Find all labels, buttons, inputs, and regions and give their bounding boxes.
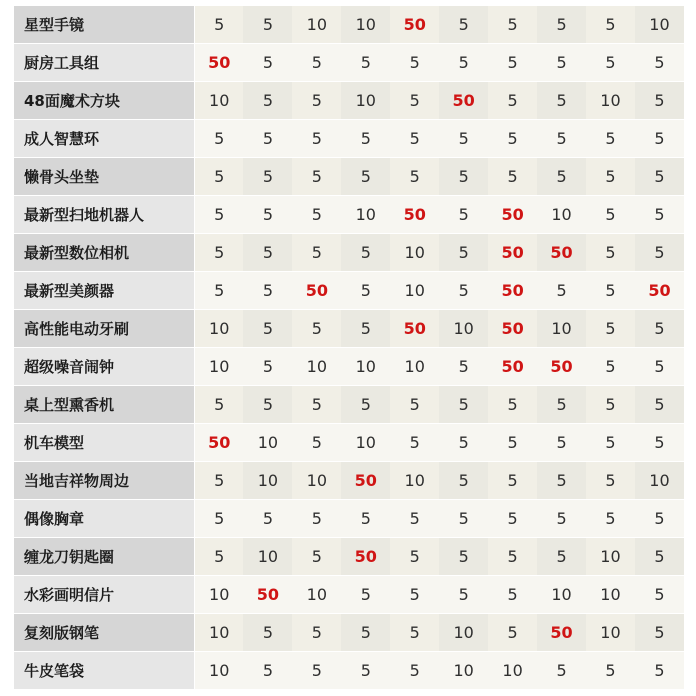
value-cell: 5 [439, 538, 488, 576]
item-name-cell: 超级噪音闹钟 [14, 348, 195, 386]
value-cell: 5 [243, 652, 292, 690]
value-cell: 5 [439, 386, 488, 424]
value-cell: 10 [195, 652, 244, 690]
value-cell: 5 [488, 462, 537, 500]
value-cell: 5 [586, 234, 635, 272]
value-cell: 5 [635, 576, 684, 614]
value-cell: 5 [537, 44, 586, 82]
value-cell: 5 [243, 44, 292, 82]
value-cell: 5 [195, 500, 244, 538]
item-name-cell: 最新型扫地机器人 [14, 196, 195, 234]
item-name-cell: 最新型数位相机 [14, 234, 195, 272]
value-cell: 5 [488, 500, 537, 538]
value-cell: 5 [537, 538, 586, 576]
value-cell: 5 [635, 310, 684, 348]
value-cell: 10 [586, 82, 635, 120]
value-cell: 5 [390, 576, 439, 614]
value-cell: 50 [195, 44, 244, 82]
value-cell: 10 [390, 272, 439, 310]
table-row [14, 158, 684, 196]
table-row [14, 82, 684, 120]
value-cell: 5 [488, 386, 537, 424]
value-cell: 5 [341, 44, 390, 82]
value-cell: 50 [243, 576, 292, 614]
value-cell: 5 [586, 462, 635, 500]
item-name-cell: 机车模型 [14, 424, 195, 462]
value-cell: 5 [243, 386, 292, 424]
value-cell: 5 [195, 120, 244, 158]
value-cell: 50 [537, 348, 586, 386]
value-cell: 5 [635, 196, 684, 234]
item-name-cell: 懒骨头坐垫 [14, 158, 195, 196]
value-cell: 5 [439, 576, 488, 614]
value-cell: 5 [586, 652, 635, 690]
value-cell: 50 [390, 6, 439, 44]
value-cell: 50 [341, 538, 390, 576]
value-cell: 5 [195, 462, 244, 500]
value-cell: 5 [439, 6, 488, 44]
value-cell: 5 [341, 652, 390, 690]
value-cell: 10 [341, 196, 390, 234]
value-cell: 10 [439, 614, 488, 652]
value-cell: 10 [390, 462, 439, 500]
value-cell: 5 [341, 120, 390, 158]
value-cell: 5 [243, 272, 292, 310]
value-cell: 10 [243, 424, 292, 462]
value-cell: 10 [341, 348, 390, 386]
value-cell: 5 [586, 6, 635, 44]
item-name-cell: 厨房工具组 [14, 44, 195, 82]
value-cell: 10 [292, 348, 341, 386]
value-cell: 5 [586, 500, 635, 538]
value-cell: 50 [195, 424, 244, 462]
value-cell: 5 [390, 614, 439, 652]
value-cell: 5 [635, 82, 684, 120]
value-cell: 10 [537, 576, 586, 614]
value-cell: 5 [635, 234, 684, 272]
value-cell: 5 [635, 348, 684, 386]
table-row [14, 424, 684, 462]
value-cell: 5 [390, 44, 439, 82]
value-cell: 5 [488, 44, 537, 82]
value-cell: 5 [439, 120, 488, 158]
value-cell: 5 [488, 538, 537, 576]
value-cell: 5 [635, 500, 684, 538]
value-cell: 10 [341, 424, 390, 462]
value-cell: 50 [537, 614, 586, 652]
value-cell: 5 [439, 500, 488, 538]
value-cell: 5 [292, 196, 341, 234]
value-cell: 5 [586, 120, 635, 158]
table-row [14, 272, 684, 310]
value-cell: 10 [635, 6, 684, 44]
value-cell: 5 [243, 158, 292, 196]
value-cell: 5 [537, 272, 586, 310]
value-cell: 5 [195, 196, 244, 234]
value-cell: 10 [292, 576, 341, 614]
value-cell: 50 [635, 272, 684, 310]
value-cell: 5 [292, 158, 341, 196]
item-name-cell: 最新型美颜器 [14, 272, 195, 310]
value-cell: 10 [586, 576, 635, 614]
item-name-cell: 水彩画明信片 [14, 576, 195, 614]
value-cell: 5 [586, 196, 635, 234]
value-cell: 5 [341, 310, 390, 348]
value-cell: 5 [341, 576, 390, 614]
value-cell: 5 [390, 424, 439, 462]
item-name-cell: 偶像胸章 [14, 500, 195, 538]
value-cell: 5 [195, 234, 244, 272]
value-cell: 5 [537, 500, 586, 538]
value-cell: 5 [635, 120, 684, 158]
value-cell: 5 [341, 234, 390, 272]
value-cell: 5 [635, 652, 684, 690]
value-cell: 5 [635, 158, 684, 196]
value-cell: 5 [292, 310, 341, 348]
value-cell: 5 [439, 196, 488, 234]
value-cell: 5 [439, 424, 488, 462]
value-cell: 5 [243, 348, 292, 386]
value-cell: 5 [439, 158, 488, 196]
value-cell: 5 [586, 348, 635, 386]
value-cell: 10 [195, 82, 244, 120]
value-cell: 5 [537, 120, 586, 158]
value-cell: 50 [292, 272, 341, 310]
value-cell: 5 [390, 82, 439, 120]
value-cell: 5 [537, 82, 586, 120]
value-cell: 5 [292, 424, 341, 462]
table-row [14, 538, 684, 576]
value-cell: 5 [537, 386, 586, 424]
item-name-cell: 成人智慧环 [14, 120, 195, 158]
value-cell: 5 [537, 424, 586, 462]
value-cell: 5 [292, 44, 341, 82]
value-cell: 10 [586, 538, 635, 576]
value-cell: 10 [586, 614, 635, 652]
value-cell: 5 [243, 82, 292, 120]
item-name-cell: 牛皮笔袋 [14, 652, 195, 690]
table-row [14, 120, 684, 158]
value-cell: 5 [390, 500, 439, 538]
value-cell: 5 [439, 44, 488, 82]
value-cell: 50 [439, 82, 488, 120]
value-cell: 5 [243, 614, 292, 652]
value-cell: 50 [390, 310, 439, 348]
value-cell: 10 [390, 234, 439, 272]
table-row [14, 44, 684, 82]
item-name-cell: 48面魔术方块 [14, 82, 195, 120]
value-cell: 50 [488, 348, 537, 386]
value-cell: 5 [341, 614, 390, 652]
value-cell: 5 [488, 424, 537, 462]
value-cell: 10 [292, 6, 341, 44]
value-cell: 5 [243, 6, 292, 44]
value-cell: 5 [341, 272, 390, 310]
value-cell: 5 [488, 158, 537, 196]
value-cell: 5 [292, 652, 341, 690]
value-cell: 10 [341, 82, 390, 120]
value-cell: 5 [635, 386, 684, 424]
table-row [14, 652, 684, 690]
table-row [14, 576, 684, 614]
table-row [14, 196, 684, 234]
value-cell: 5 [390, 386, 439, 424]
value-cell: 10 [195, 614, 244, 652]
value-cell: 5 [341, 386, 390, 424]
value-cell: 5 [586, 44, 635, 82]
value-cell: 5 [635, 538, 684, 576]
value-cell: 10 [195, 348, 244, 386]
value-cell: 10 [390, 348, 439, 386]
item-name-cell: 高性能电动牙刷 [14, 310, 195, 348]
value-cell: 5 [292, 234, 341, 272]
value-cell: 10 [439, 652, 488, 690]
value-cell: 5 [195, 272, 244, 310]
value-cell: 5 [243, 196, 292, 234]
value-cell: 50 [488, 310, 537, 348]
value-cell: 10 [195, 576, 244, 614]
item-name-cell: 桌上型熏香机 [14, 386, 195, 424]
value-cell: 5 [586, 424, 635, 462]
value-cell: 5 [195, 538, 244, 576]
value-cell: 5 [586, 158, 635, 196]
value-cell: 10 [635, 462, 684, 500]
item-value-table [14, 6, 684, 690]
value-cell: 5 [488, 614, 537, 652]
value-cell: 5 [537, 462, 586, 500]
value-cell: 5 [292, 538, 341, 576]
value-cell: 5 [243, 120, 292, 158]
item-name-cell: 缠龙刀钥匙圈 [14, 538, 195, 576]
table-row [14, 348, 684, 386]
value-cell: 5 [537, 652, 586, 690]
value-cell: 10 [292, 462, 341, 500]
value-cell: 5 [292, 120, 341, 158]
value-cell: 5 [488, 120, 537, 158]
value-cell: 5 [390, 158, 439, 196]
value-cell: 5 [243, 500, 292, 538]
table-row [14, 310, 684, 348]
value-cell: 50 [390, 196, 439, 234]
value-cell: 10 [341, 6, 390, 44]
item-name-cell: 复刻版钢笔 [14, 614, 195, 652]
value-cell: 50 [341, 462, 390, 500]
value-cell: 5 [292, 386, 341, 424]
table-row [14, 614, 684, 652]
value-cell: 5 [243, 234, 292, 272]
value-cell: 5 [292, 82, 341, 120]
value-cell: 5 [195, 158, 244, 196]
value-cell: 5 [537, 6, 586, 44]
value-cell: 5 [586, 386, 635, 424]
value-cell: 5 [586, 310, 635, 348]
table-row [14, 234, 684, 272]
value-cell: 5 [439, 234, 488, 272]
item-name-cell: 星型手镜 [14, 6, 195, 44]
table-row [14, 386, 684, 424]
value-cell: 5 [439, 272, 488, 310]
value-cell: 10 [537, 196, 586, 234]
value-cell: 5 [390, 538, 439, 576]
value-cell: 5 [537, 158, 586, 196]
value-cell: 5 [341, 500, 390, 538]
table-row [14, 462, 684, 500]
value-cell: 5 [488, 82, 537, 120]
value-cell: 5 [195, 6, 244, 44]
item-name-cell: 当地吉祥物周边 [14, 462, 195, 500]
value-cell: 5 [390, 652, 439, 690]
value-cell: 5 [586, 272, 635, 310]
value-cell: 10 [537, 310, 586, 348]
value-cell: 50 [537, 234, 586, 272]
value-cell: 50 [488, 234, 537, 272]
value-cell: 10 [243, 462, 292, 500]
table-row [14, 500, 684, 538]
value-cell: 50 [488, 196, 537, 234]
value-cell: 5 [635, 614, 684, 652]
value-cell: 5 [635, 424, 684, 462]
value-cell: 5 [439, 348, 488, 386]
value-cell: 50 [488, 272, 537, 310]
value-cell: 5 [439, 462, 488, 500]
value-cell: 10 [439, 310, 488, 348]
value-cell: 5 [488, 6, 537, 44]
value-cell: 5 [292, 500, 341, 538]
value-cell: 5 [341, 158, 390, 196]
value-cell: 10 [243, 538, 292, 576]
value-cell: 5 [243, 310, 292, 348]
value-cell: 10 [488, 652, 537, 690]
value-cell: 5 [292, 614, 341, 652]
value-cell: 5 [635, 44, 684, 82]
table-row [14, 6, 684, 44]
value-cell: 5 [195, 386, 244, 424]
value-cell: 5 [390, 120, 439, 158]
table-body [14, 6, 684, 690]
value-cell: 5 [488, 576, 537, 614]
value-cell: 10 [195, 310, 244, 348]
